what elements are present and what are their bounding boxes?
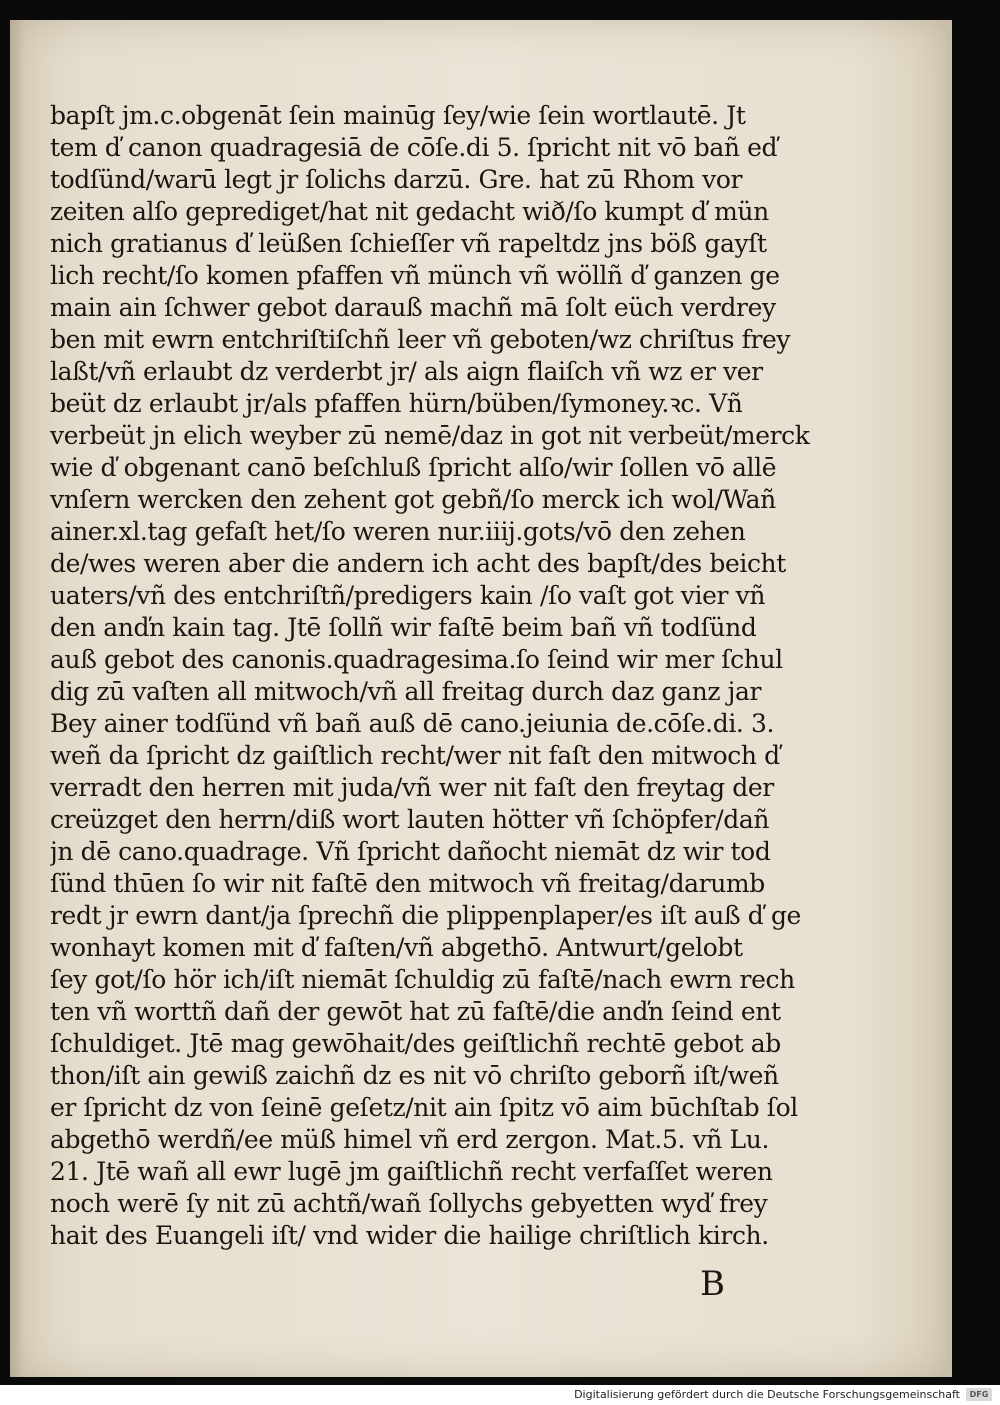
text-line: tem ď canon quadragesiā de cōſe.di 5. ſpricht nit vō bañ eď [50,133,778,162]
text-line: nich gratianus ď leüßen ſchieſſer vñ rapeltdz jns böß gayſt [50,229,767,258]
text-line: ſchuldiget. Jtē mag gewōhait/des geiſtlichñ rechtē gebot ab [50,1029,781,1058]
text-line: de/wes weren aber die andern ich acht des bapſt/des beicht [50,549,786,578]
text-line: main ain ſchwer gebot darauß machñ mā ſolt eüch verdrey [50,293,776,322]
signature-mark: B [700,1264,725,1304]
text-line: auß gebot des canonis.quadragesima.ſo ſeind wir mer ſchul [50,645,783,674]
page-gutter-shadow [10,20,24,1377]
text-line: todſünd/warū legt jr ſolichs darzū. Gre. hat zū Rhom vor [50,165,743,194]
book-page [10,20,952,1377]
text-line: thon/iſt ain gewiß zaichñ dz es nit vō chriſto geborñ iſt/weñ [50,1061,779,1090]
text-line: ainer.xl.tag gefaſt het/ſo weren nur.iiij.gots/vō den zehen [50,517,746,546]
text-line: bapſt jm.c.obgenāt ſein mainūg ſey/wie ſein wortlautē. Jt [50,101,746,130]
text-line: ſünd thūen ſo wir nit faſtē den mitwoch vñ freitag/darumb [50,869,765,898]
footer-credit: Digitalisierung gefördert durch die Deutsche Forschungsgemeinschaft [574,1388,960,1401]
text-line: abgethō werdñ/ee müß himel vñ erd zergon. Mat.5. vñ Lu. [50,1125,770,1154]
text-line: wonhayt komen mit ď faſten/vñ abgethō. Antwurt/gelobt [50,933,743,962]
page-edge [946,20,952,1377]
footer-bar [0,1385,1000,1405]
text-line: dig zū vaſten all mitwoch/vñ all freitag durch daz ganz jar [50,677,762,706]
text-line: lich recht/ſo komen pfaffen vñ münch vñ wöllñ ď ganzen ge [50,261,780,290]
text-line: er ſpricht dz von ſeinē geſetz/nit ain ſpitz vō aim būchſtab ſol [50,1093,798,1122]
text-line: ten vñ worttñ dañ der gewōt hat zū faſtē/die anďn ſeind ent [50,997,781,1026]
text-line: noch werē ſy nit zū achtñ/wañ ſollychs gebyetten wyď frey [50,1189,768,1218]
text-line: 21. Jtē wañ all ewr lugē jm gaiſtlichñ recht verfaſſet weren [50,1157,773,1186]
text-line: ben mit ewrn entchriſtiſchñ leer vñ geboten/wz chriſtus frey [50,325,791,354]
text-line: creüzget den herrn/diß wort lauten hötter vñ ſchöpfer/dañ [50,805,770,834]
text-line: den anďn kain tag. Jtē ſollñ wir faſtē beim bañ vñ todſünd [50,613,757,642]
text-line: weñ da ſpricht dz gaiſtlich recht/wer nit faſt den mitwoch ď [50,741,780,770]
text-line: laßt/vñ erlaubt dz verderbt jr/ als aign flaiſch vñ wz er ver [50,357,763,386]
page-text-block [50,100,910,1252]
text-line: verbeüt jn elich weyber zū nemē/daz in got nit verbeüt/merck [50,421,810,450]
text-line: verradt den herren mit juda/vñ wer nit faſt den freytag der [50,773,774,802]
text-line: hait des Euangeli iſt/ vnd wider die hailige chriſtlich kirch. [50,1221,769,1250]
text-line: ſey got/ſo hör ich/iſt niemāt ſchuldig zū faſtē/nach ewrn rech [50,965,795,994]
text-line: vnſern wercken den zehent got gebñ/ſo merck ich wol/Wañ [50,485,776,514]
text-line: jn dē cano.quadrage. Vñ ſpricht dañocht niemāt dz wir tod [50,837,771,866]
text-line: Bey ainer todſünd vñ bañ auß dē cano.jeiunia de.cōſe.di. 3. [50,709,775,738]
text-line: wie ď obgenant canō beſchluß ſpricht alſo/wir ſollen vō allē [50,453,777,482]
text-line: uaters/vñ des entchriſtñ/predigers kain /ſo vaſt got vier vñ [50,581,766,610]
text-line: beüt dz erlaubt jr/als pfaffen hürn/büben/ſymoney.ꝛc. Vñ [50,389,743,418]
text-line: zeiten alſo geprediget/hat nit gedacht wið/ſo kumpt ď mün [50,197,769,226]
dfg-logo: DFG [966,1388,992,1401]
text-line: redt jr ewrn dant/ja ſprechñ die plippenplaper/es iſt auß ď ge [50,901,801,930]
